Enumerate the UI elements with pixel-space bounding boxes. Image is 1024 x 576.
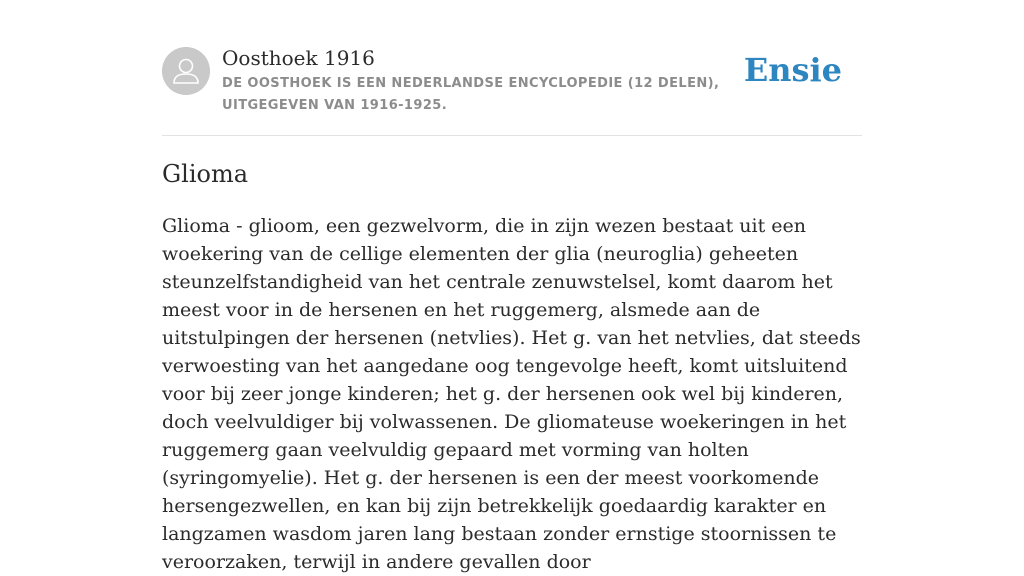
source-description: DE OOSTHOEK IS EEN NEDERLANDSE ENCYCLOPEDIE (12 DELEN), UITGEGEVEN VAN 1916-1925. — [222, 76, 720, 113]
user-avatar-icon[interactable] — [162, 47, 210, 95]
article-title: Glioma — [162, 160, 249, 188]
source-header — [162, 45, 862, 115]
header-divider — [162, 135, 862, 136]
article-body: Glioma - glioom, een gezwelvorm, die in zijn wezen bestaat uit een woekering van de cellige elementen der glia (neuroglia) geheeten steunzelfstandigheid van het centrale zenuwstelsel, komt daarom het meest voor in de hersenen en het ruggemerg, alsmede aan de uitstulpingen der hersenen (netvlies). Het g. van het netvlies, dat steeds verwoesting van het aangedane oog tengevolge heeft, komt uitsluitend voor bij zeer jonge kinderen; het g. der hersenen ook wel bij kinderen, doch veelvuldiger bij volwassenen. De gliomateuse woekeringen in het ruggemerg gaan veelvuldig gepaard met vorming van holten (syringomyelie). Het g. der hersenen is een der meest voorkomende hersengezwellen, en kan bij zijn betrekkelijk goedaardig karakter en langzamen wasdom jaren lang bestaan zonder ernstige stoornissen te veroorzaken, terwijl in andere gevallen door — [162, 215, 861, 573]
source-title[interactable]: Oosthoek 1916 — [222, 46, 375, 70]
ensie-logo-link[interactable]: Ensie — [743, 51, 842, 89]
